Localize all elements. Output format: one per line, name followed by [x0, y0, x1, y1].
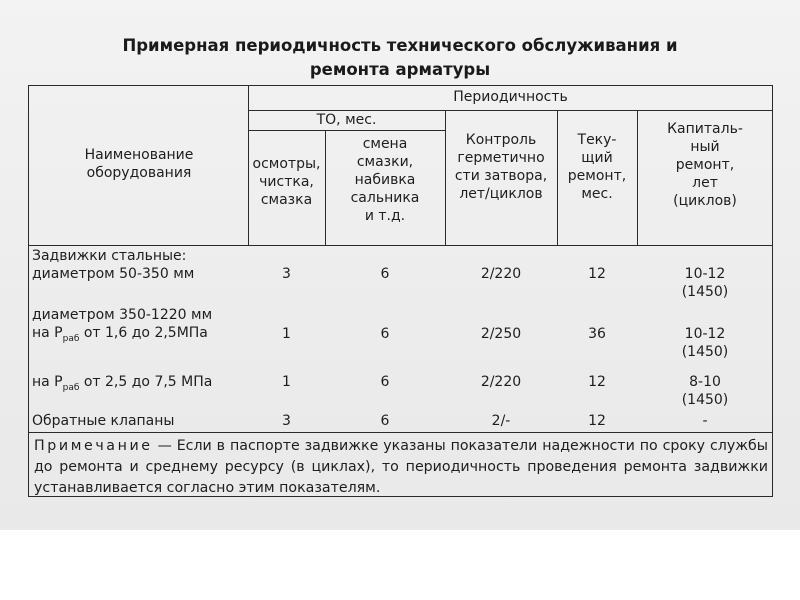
row-4-name: Обратные клапаны [32, 413, 175, 429]
rule [28, 432, 773, 433]
row-2-current: 36 [588, 326, 606, 342]
row-4-capital: - [702, 413, 708, 429]
row-3-subscript: раб [62, 382, 80, 393]
row-4-inspection: 3 [282, 413, 291, 429]
rule [248, 130, 445, 131]
footnote-label: Примечание [34, 438, 153, 454]
row-1-inspection: 3 [282, 266, 291, 282]
row-1-capital: 10-12 (1450) [681, 266, 729, 300]
header-periodicity: Периодичность [453, 89, 568, 105]
header-to-group: ТО, мес. [316, 112, 377, 128]
group-label: Задвижки стальные: [32, 248, 187, 264]
row-2-tightness: 2/250 [480, 326, 522, 342]
row-3-current: 12 [588, 374, 606, 390]
row-2-capital: 10-12 (1450) [681, 326, 729, 360]
row-2-prefix: на Р [32, 325, 63, 341]
header-tightness-control: Контроль герметично сти затвора, лет/циклов [454, 132, 548, 202]
row-1-current: 12 [588, 266, 606, 282]
row-4-tightness: 2/- [491, 413, 511, 429]
header-equipment: Наименование оборудования [84, 147, 194, 181]
row-3-tightness: 2/220 [480, 374, 522, 390]
row-2-subscript: раб [62, 333, 80, 344]
footnote [34, 436, 768, 499]
title-line-1: Примерная периодичность технического обслуживания и [122, 36, 678, 55]
row-2-name-line1: диаметром 350-1220 мм [32, 307, 213, 323]
row-2-name-line2 [32, 324, 208, 348]
title-line-2: ремонта арматуры [309, 60, 491, 79]
row-3-name [32, 373, 212, 397]
header-current-repair: Теку- щий ремонт, мес. [567, 132, 627, 202]
row-2-lubricant: 6 [380, 326, 390, 342]
row-3-prefix: на Р [32, 374, 63, 390]
row-2-suffix: от 1,6 до 2,5МПа [79, 325, 208, 341]
row-3-capital: 8-10 (1450) [681, 374, 729, 408]
row-3-suffix: от 2,5 до 7,5 МПа [79, 374, 213, 390]
footnote-text: — Если в паспорте задвижке указаны показатели надежности по сроку службы до ремонта и среднему ресурсу (в циклах), то периодичность проведения ремонта задвижки устанавливается согласно этим показателям. [34, 438, 768, 496]
row-1-lubricant: 6 [380, 266, 390, 282]
row-1-name: диаметром 50-350 мм [32, 266, 195, 282]
row-1-tightness: 2/220 [480, 266, 522, 282]
header-capital-repair: Капиталь- ный ремонт, лет (циклов) [667, 121, 743, 209]
row-3-lubricant: 6 [380, 374, 390, 390]
row-4-lubricant: 6 [380, 413, 390, 429]
header-lubricant-change: смена смазки, набивка сальника и т.д. [350, 136, 420, 224]
row-3-inspection: 1 [282, 374, 291, 390]
row-4-current: 12 [588, 413, 606, 429]
row-2-inspection: 1 [282, 326, 291, 342]
document-title [0, 34, 800, 82]
header-inspection: осмотры, чистка, смазка [252, 156, 321, 208]
rule [28, 245, 773, 246]
